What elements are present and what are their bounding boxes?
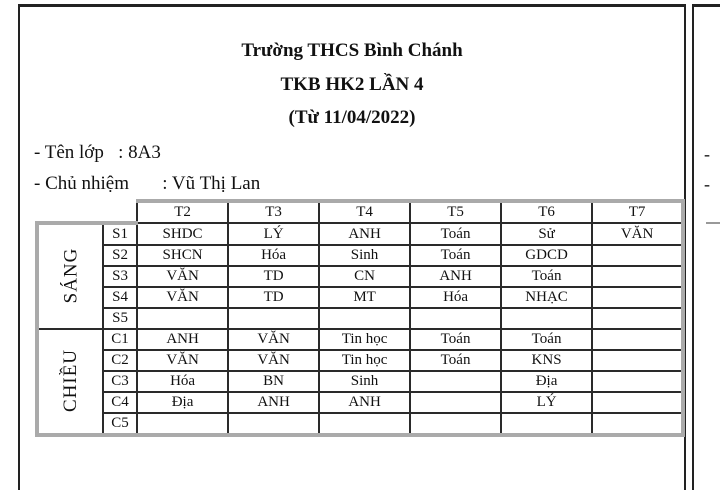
session-label-text: SÁNG (60, 247, 82, 304)
table-row (37, 350, 683, 371)
subject-cell: LÝ (228, 223, 319, 245)
subject-cell (319, 308, 410, 329)
afternoon-session-label (37, 329, 103, 435)
subject-cell: KNS (501, 350, 592, 371)
subject-cell (410, 371, 501, 392)
period-label: S4 (103, 287, 137, 308)
day-header: T5 (410, 201, 501, 223)
session-label-text: CHIỀU (60, 348, 82, 413)
subject-cell (228, 308, 319, 329)
subject-cell: LÝ (501, 392, 592, 413)
subject-cell (501, 308, 592, 329)
teacher-info (34, 173, 260, 195)
subject-cell (410, 413, 501, 435)
morning-session-label (37, 223, 103, 329)
subject-cell: Hóa (410, 287, 501, 308)
subject-cell (410, 308, 501, 329)
period-label: S5 (103, 308, 137, 329)
timetable-title: TKB HK2 LẦN 4 (280, 74, 424, 95)
subject-cell: NHẠC (501, 287, 592, 308)
day-header: T6 (501, 201, 592, 223)
subject-cell: ANH (410, 266, 501, 287)
next-page-table-edge (706, 222, 720, 224)
subject-cell (592, 245, 683, 266)
table-row (37, 266, 683, 287)
day-header: T3 (228, 201, 319, 223)
corner-cell (37, 201, 137, 223)
day-header: T2 (137, 201, 228, 223)
subject-cell: VĂN (228, 350, 319, 371)
class-label: - Tên lớp (34, 142, 104, 163)
subject-cell (228, 413, 319, 435)
subject-cell: ANH (137, 329, 228, 350)
subject-cell (592, 266, 683, 287)
period-label: C4 (103, 392, 137, 413)
subject-cell: SHCN (137, 245, 228, 266)
subject-cell (137, 308, 228, 329)
subject-cell: Toán (501, 329, 592, 350)
table-row (37, 329, 683, 350)
subject-cell (592, 329, 683, 350)
subject-cell: MT (319, 287, 410, 308)
subject-cell (592, 371, 683, 392)
subject-cell: VĂN (228, 329, 319, 350)
school-name: Trường THCS Bình Chánh (241, 40, 463, 61)
next-page-dash: - (704, 144, 710, 164)
subject-cell: Tin học (319, 329, 410, 350)
period-label: S2 (103, 245, 137, 266)
class-value: : 8A3 (118, 142, 161, 163)
table-row (37, 413, 683, 435)
period-label: C2 (103, 350, 137, 371)
subject-cell (501, 413, 592, 435)
subject-cell (592, 413, 683, 435)
subject-cell: TD (228, 287, 319, 308)
subject-cell: CN (319, 266, 410, 287)
subject-cell: Toán (410, 350, 501, 371)
subject-cell: VĂN (592, 223, 683, 245)
subject-cell (592, 308, 683, 329)
period-label: C3 (103, 371, 137, 392)
subject-cell (410, 392, 501, 413)
period-label: C1 (103, 329, 137, 350)
date-range: (Từ 11/04/2022) (288, 107, 416, 128)
subject-cell (592, 392, 683, 413)
subject-cell: ANH (319, 392, 410, 413)
subject-cell: ANH (228, 392, 319, 413)
table-row (37, 308, 683, 329)
next-page-edge (692, 4, 720, 490)
table-row (37, 223, 683, 245)
teacher-label: - Chủ nhiệm (34, 173, 129, 194)
day-header: T4 (319, 201, 410, 223)
table-row (37, 392, 683, 413)
subject-cell: Hóa (228, 245, 319, 266)
subject-cell: GDCD (501, 245, 592, 266)
subject-cell: Sinh (319, 245, 410, 266)
subject-cell: Sử (501, 223, 592, 245)
subject-cell: Toán (410, 223, 501, 245)
subject-cell: Hóa (137, 371, 228, 392)
period-label: S3 (103, 266, 137, 287)
day-header-row (37, 201, 683, 223)
subject-cell: Toán (410, 329, 501, 350)
subject-cell: Toán (501, 266, 592, 287)
next-page-dash: - (704, 174, 710, 194)
table-row (37, 287, 683, 308)
subject-cell (592, 350, 683, 371)
subject-cell: Sinh (319, 371, 410, 392)
subject-cell (592, 287, 683, 308)
subject-cell: Tin học (319, 350, 410, 371)
period-label: S1 (103, 223, 137, 245)
subject-cell: Địa (137, 392, 228, 413)
subject-cell: Toán (410, 245, 501, 266)
subject-cell: ANH (319, 223, 410, 245)
subject-cell: VĂN (137, 350, 228, 371)
subject-cell: VĂN (137, 266, 228, 287)
table-row (37, 245, 683, 266)
subject-cell (319, 413, 410, 435)
subject-cell (137, 413, 228, 435)
day-header: T7 (592, 201, 683, 223)
subject-cell: SHDC (137, 223, 228, 245)
subject-cell: Địa (501, 371, 592, 392)
period-label: C5 (103, 413, 137, 435)
teacher-value: : Vũ Thị Lan (162, 173, 261, 194)
subject-cell: BN (228, 371, 319, 392)
subject-cell: VĂN (137, 287, 228, 308)
table-row (37, 371, 683, 392)
timetable (35, 199, 685, 437)
class-info (34, 142, 161, 164)
subject-cell: TD (228, 266, 319, 287)
